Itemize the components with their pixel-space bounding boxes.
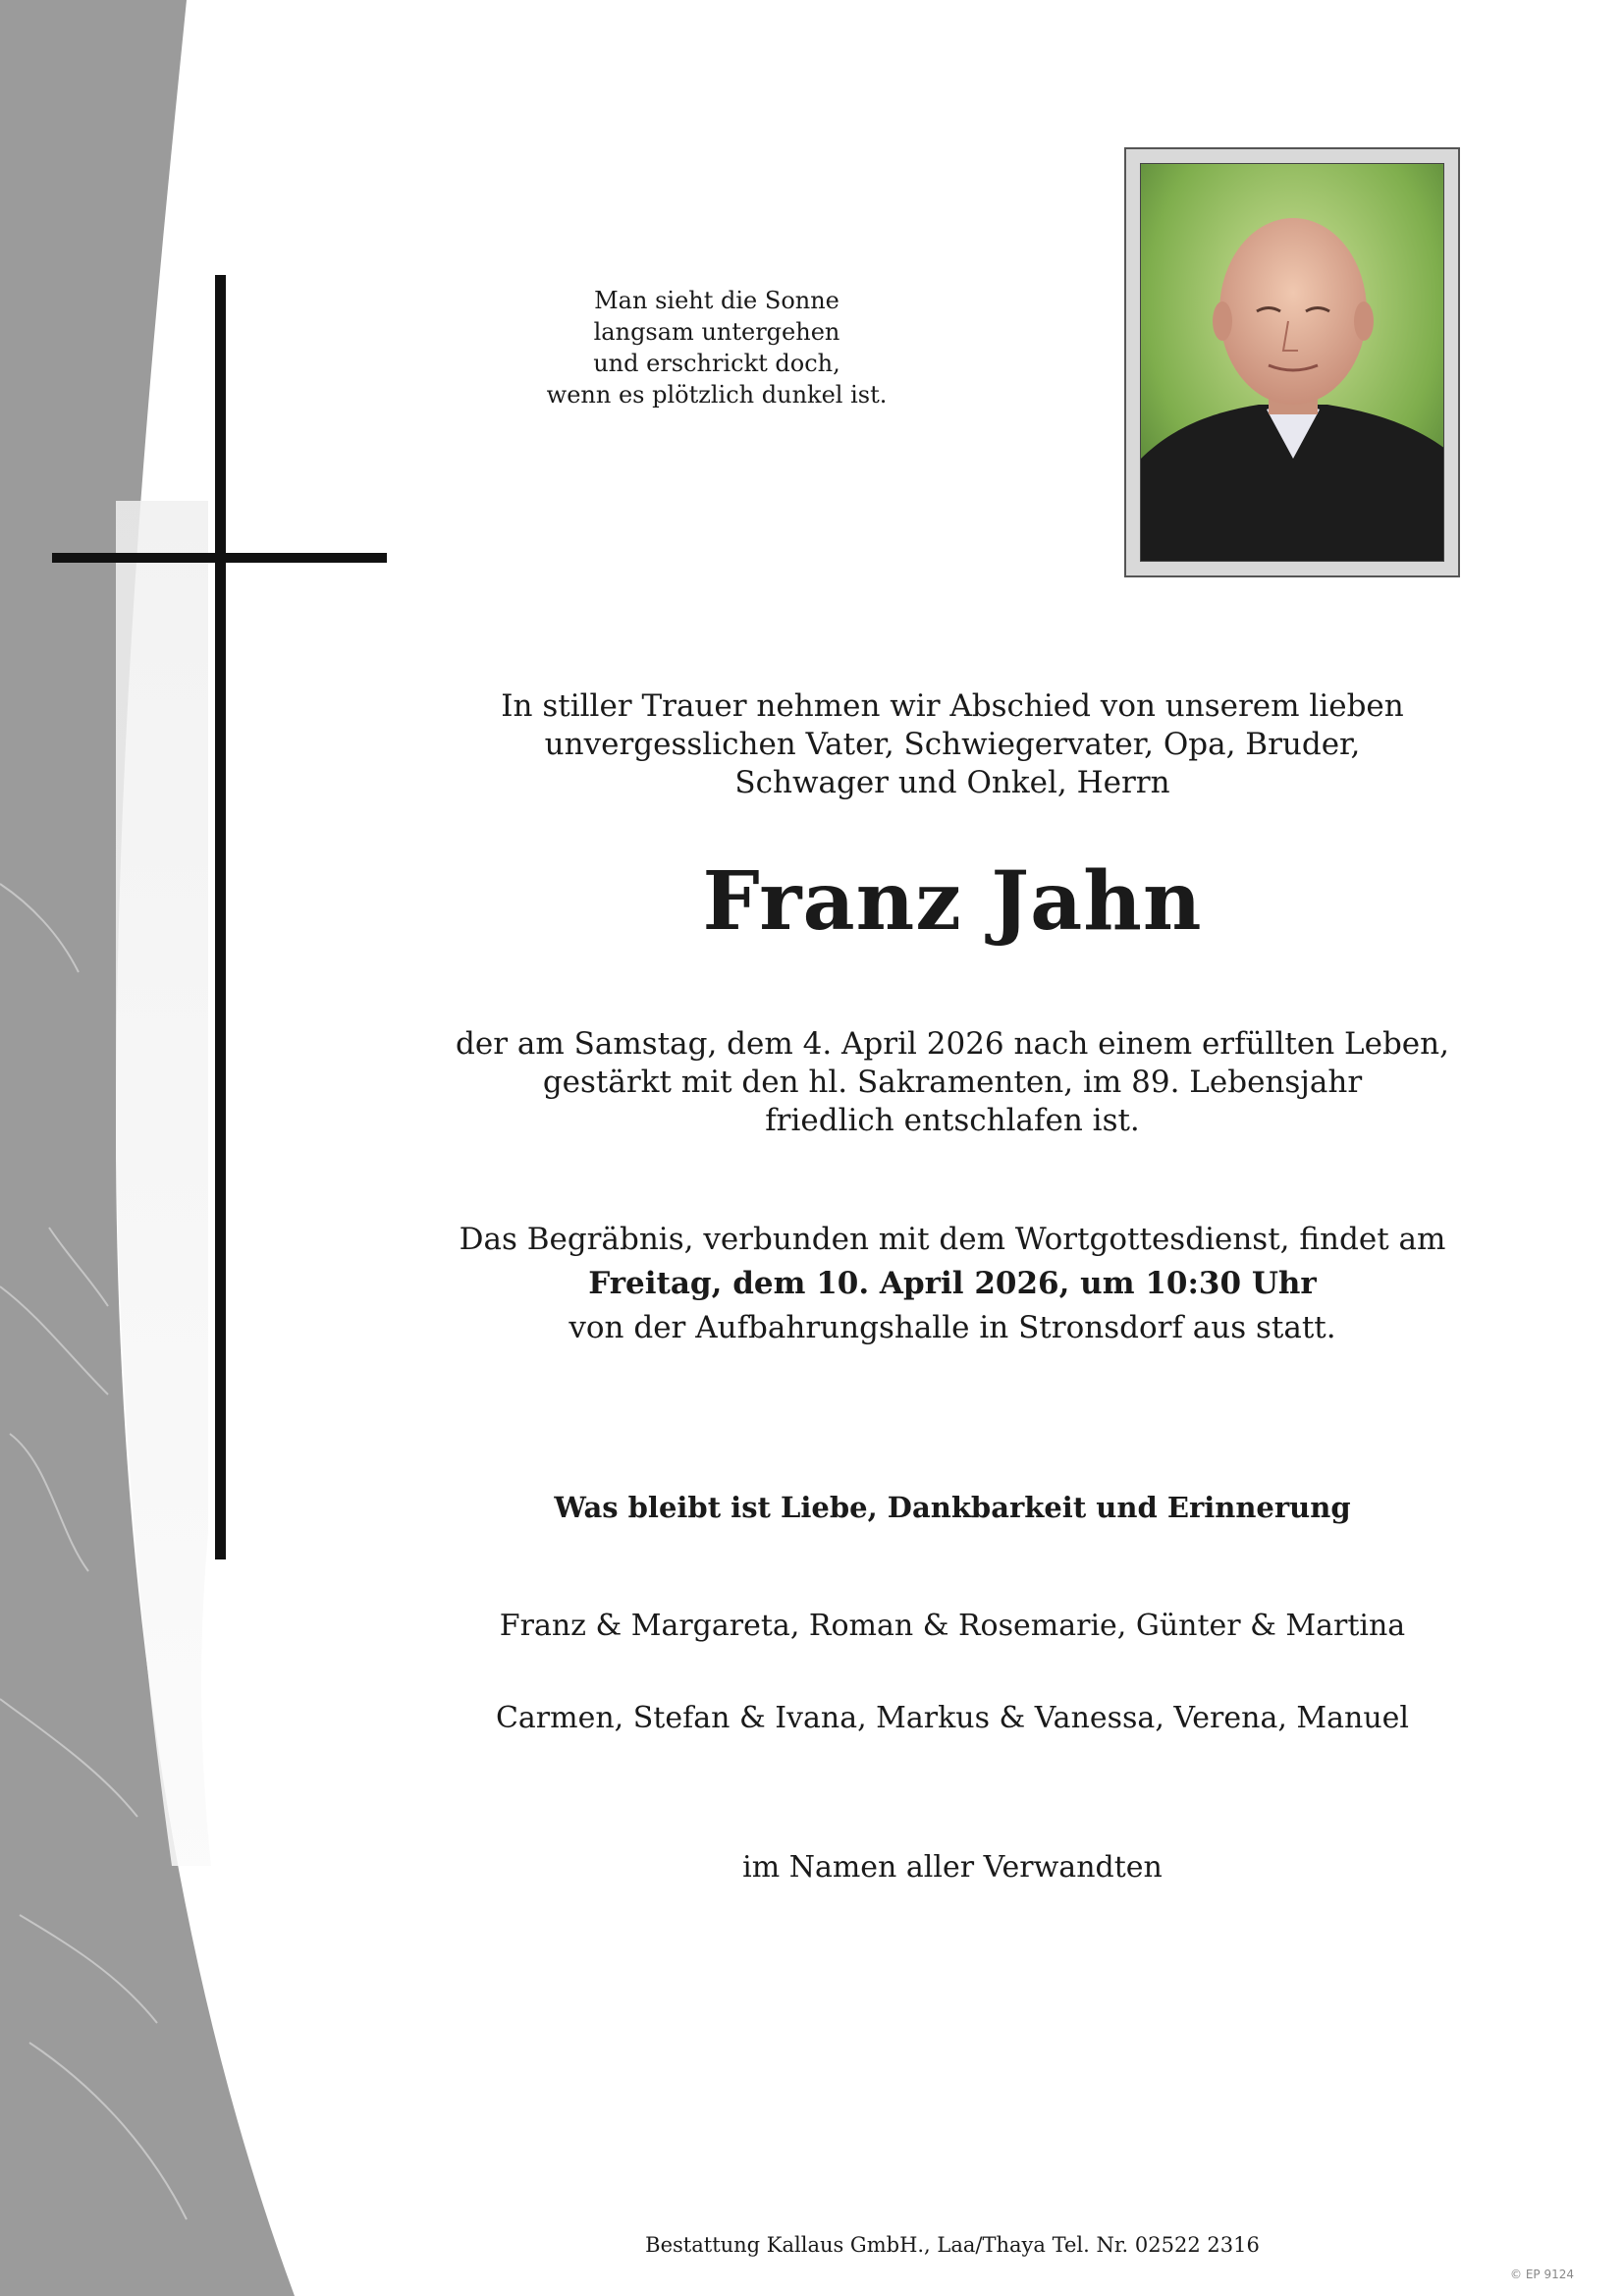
funeral-date: Freitag, dem 10. April 2026, um 10:30 Uhr [588,1266,1317,1301]
funeral-line: Das Begräbnis, verbunden mit dem Wortgottesdienst, findet am [459,1222,1446,1257]
poem-line: und erschrickt doch, [593,350,840,377]
intro-line: In stiller Trauer nehmen wir Abschied von unserem lieben [501,688,1404,724]
intro-line: Schwager und Onkel, Herrn [734,765,1170,800]
motto: Was bleibt ist Liebe, Dankbarkeit und Erinnerung [554,1491,1351,1524]
portrait-frame [1124,147,1460,577]
cross-vertical-bar [215,275,226,1559]
relatives-line: im Namen aller Verwandten [742,1850,1163,1885]
portrait-photo [1140,163,1444,562]
undertaker-footer: Bestattung Kallaus GmbH., Laa/Thaya Tel. Nr. 02522 2316 [645,2233,1260,2257]
poem-line: langsam untergehen [593,318,840,346]
product-code: © EP 9124 [1510,2268,1574,2281]
portrait-image [1141,164,1444,562]
family-line-2: Carmen, Stefan & Ivana, Markus & Vanessa, Verena, Manuel [495,1701,1410,1735]
death-line: gestärkt mit den hl. Sakramenten, im 89. Lebensjahr [542,1065,1363,1100]
poem-line: Man sieht die Sonne [594,287,839,314]
death-line: der am Samstag, dem 4. April 2026 nach einem erfüllten Leben, [456,1026,1449,1062]
funeral-location: von der Aufbahrungshalle in Stronsdorf aus statt. [568,1310,1336,1345]
cross-horizontal-bar [52,553,387,563]
poem-line: wenn es plötzlich dunkel ist. [546,381,888,409]
poem [530,285,903,410]
death-notice [452,1025,1453,1140]
intro-text [452,687,1453,802]
family-line-1: Franz & Margareta, Roman & Rosemarie, Günter & Martina [499,1609,1406,1643]
death-line: friedlich entschlafen ist. [765,1103,1140,1138]
funeral-info [452,1218,1453,1350]
deceased-name: Franz Jahn [702,854,1203,949]
intro-line: unvergesslichen Vater, Schwiegervater, Opa, Bruder, [544,727,1361,762]
